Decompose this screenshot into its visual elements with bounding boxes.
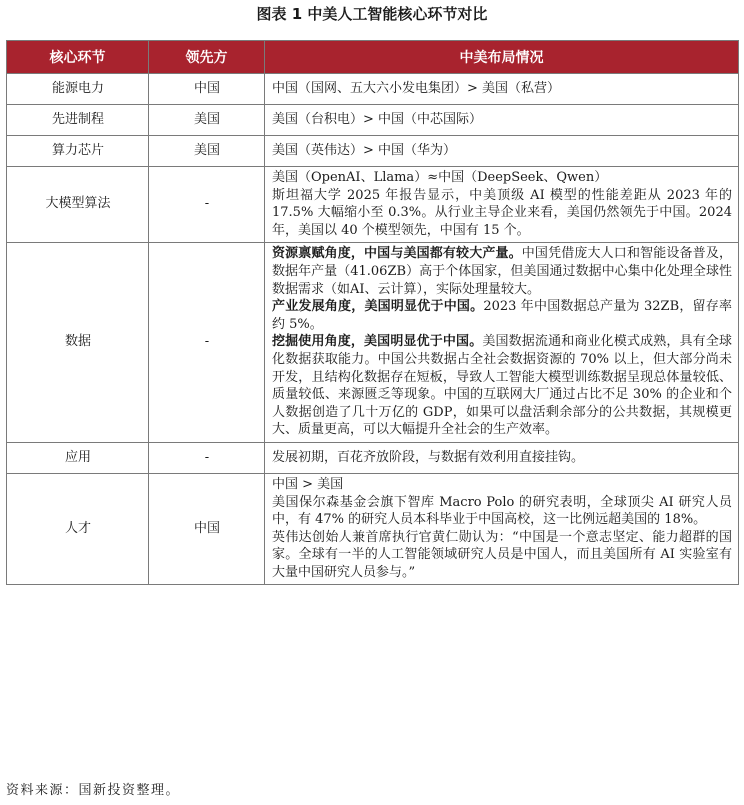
header-segment: 核心环节 <box>7 41 149 74</box>
data-heading: 挖掘使用角度，美国明显优于中国。 <box>272 334 483 350</box>
table-header-row <box>7 41 739 74</box>
layout-cell: 美国（英伟达）> 中国（华为） <box>265 136 739 167</box>
leader-cell: - <box>149 243 265 443</box>
layout-quote: 英伟达创始人兼首席执行官黄仁勋认为：“中国是一个意志坚定、能力超群的国家。全球有一半的人工智能领域研究人员是中国人，而且美国所有 AI 实验室有大量中国研究人员参与。” <box>272 529 732 580</box>
header-layout: 中美布局情况 <box>265 41 739 74</box>
table-row <box>7 243 739 443</box>
segment-cell: 先进制程 <box>7 105 149 136</box>
segment-cell: 能源电力 <box>7 74 149 105</box>
layout-cell: 发展初期，百花齐放阶段，与数据有效利用直接挂钩。 <box>265 442 739 473</box>
segment-cell: 大模型算法 <box>7 167 149 243</box>
layout-summary: 中国 > 美国 <box>272 476 344 492</box>
data-text: 2023 年中国数据总产量为 32ZB，留存率约 5%。 <box>272 299 732 332</box>
leader-cell: - <box>149 167 265 243</box>
layout-cell <box>265 473 739 585</box>
layout-cell: 中国（国网、五大六小发电集团）> 美国（私营） <box>265 74 739 105</box>
layout-cell: 美国（台积电）> 中国（中芯国际） <box>265 105 739 136</box>
page-title: 图表 1 中美人工智能核心环节对比 <box>256 5 488 23</box>
segment-cell: 应用 <box>7 442 149 473</box>
table-row <box>7 167 739 243</box>
data-paragraph <box>272 245 732 298</box>
data-paragraph <box>272 333 732 439</box>
data-text: 美国数据流通和商业化模式成熟，具有全球化数据获取能力。中国公共数据占全社会数据资源的 70% 以上，但大部分尚未开发，且结构化数据存在短板，导致人工智能大模型训练数据呈现总体量较低、质量较低、来源匮乏等现象。中国的互联网大厂通过占比不足 30% 的企业和个人数据创造了几十万亿的 GDP，如果可以盘活剩余部分的公共数据，其规模更大、质量更高，可以大幅提升全社会的生产效率。 <box>272 334 732 438</box>
segment-cell: 人才 <box>7 473 149 585</box>
leader-cell: 美国 <box>149 136 265 167</box>
layout-detail: 斯坦福大学 2025 年报告显示，中美顶级 AI 模型的性能差距从 2023 年的 17.5% 大幅缩小至 0.3%。从行业主导企业来看，美国仍然领先于中国。2024 年，美国以 40 个模型领先，中国有 15 个。 <box>272 187 732 238</box>
table-row <box>7 74 739 105</box>
leader-cell: - <box>149 442 265 473</box>
data-paragraph <box>272 298 732 333</box>
source-note: 资料来源：国新投资整理。 <box>6 783 181 798</box>
leader-cell: 中国 <box>149 74 265 105</box>
leader-cell: 美国 <box>149 105 265 136</box>
data-text: 中国凭借庞大人口和智能设备普及，数据年产量（41.06ZB）高于个体国家，但美国通过数据中心集中化处理全球性数据需求（如AI、云计算），实际处理量较大。 <box>272 246 732 297</box>
segment-cell: 算力芯片 <box>7 136 149 167</box>
layout-cell <box>265 243 739 443</box>
data-heading: 资源禀赋角度，中国与美国都有较大产量。 <box>272 246 522 262</box>
layout-cell <box>265 167 739 243</box>
table-row <box>7 473 739 585</box>
table-row <box>7 105 739 136</box>
header-leader: 领先方 <box>149 41 265 74</box>
layout-detail: 美国保尔森基金会旗下智库 Macro Polo 的研究表明，全球顶尖 AI 研究人员中，有 47% 的研究人员本科毕业于中国高校，这一比例远超美国的 18%。 <box>272 494 732 528</box>
segment-cell: 数据 <box>7 243 149 443</box>
table-row <box>7 136 739 167</box>
table-row <box>7 442 739 473</box>
comparison-table <box>6 40 739 585</box>
layout-summary: 美国（OpenAI、Llama）≈中国（DeepSeek、Qwen） <box>272 170 608 185</box>
data-heading: 产业发展角度，美国明显优于中国。 <box>272 299 484 315</box>
leader-cell: 中国 <box>149 473 265 585</box>
